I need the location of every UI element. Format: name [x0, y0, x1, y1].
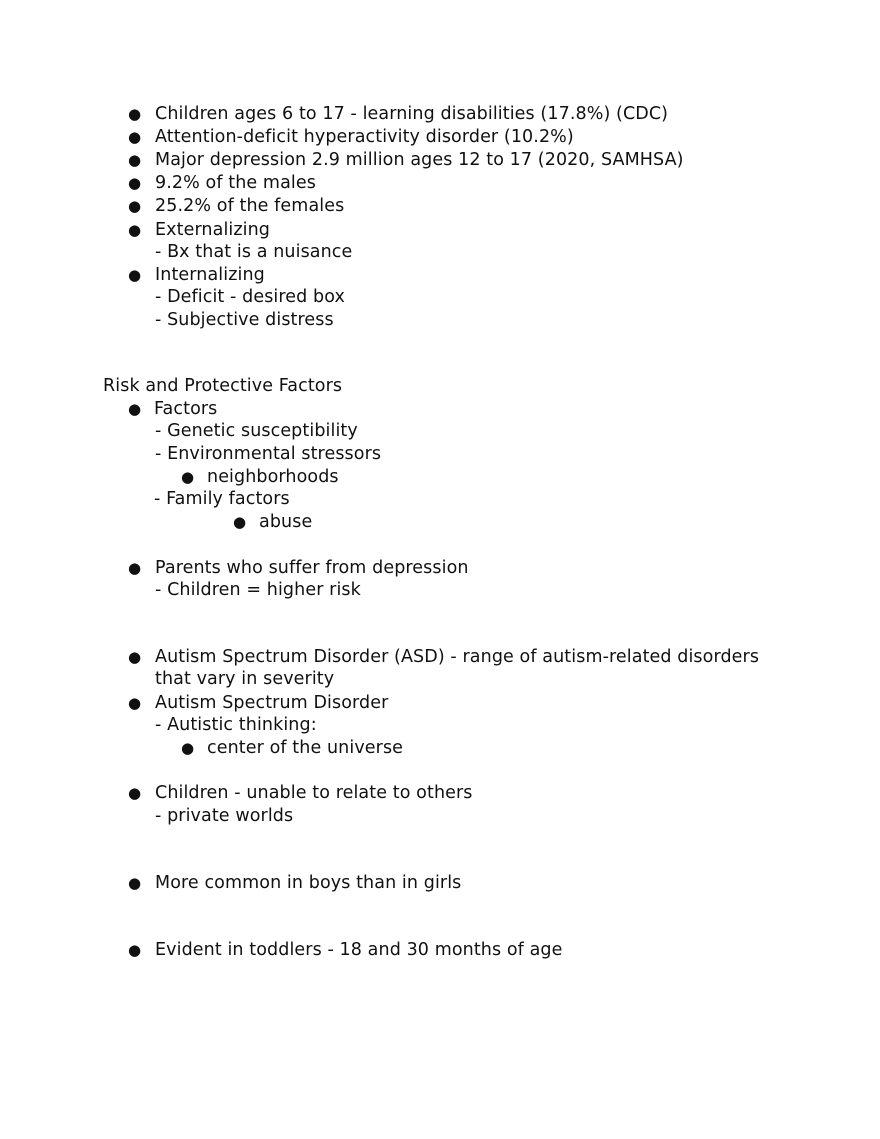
nested-item: neighborhoods	[207, 467, 339, 487]
bullet: ●	[128, 174, 142, 192]
bullet: ●	[128, 694, 142, 712]
list-item: Children ages 6 to 17 - learning disabilities (17.8%) (CDC)	[155, 104, 669, 124]
bullet: ●	[181, 468, 195, 486]
nested-item: abuse	[259, 512, 313, 532]
list-item: Evident in toddlers - 18 and 30 months of age	[155, 940, 563, 960]
list-item: Major depression 2.9 million ages 12 to 17 (2020, SAMHSA)	[155, 150, 684, 170]
list-item: Externalizing	[155, 220, 271, 240]
sub-item: - Genetic susceptibility	[155, 421, 358, 441]
list-item: Children - unable to relate to others	[155, 783, 473, 803]
bullet: ●	[181, 739, 195, 757]
list-item: Factors	[154, 399, 218, 419]
list-item: Autism Spectrum Disorder	[155, 693, 389, 713]
bullet: ●	[128, 784, 142, 802]
bullet: ●	[128, 221, 142, 239]
list-item: Autism Spectrum Disorder (ASD) - range of autism-related disorders	[155, 647, 760, 667]
sub-item: - Deficit - desired box	[155, 287, 345, 307]
list-item: Parents who suffer from depression	[155, 558, 469, 578]
sub-item: - Autistic thinking:	[155, 715, 317, 735]
bullet: ●	[128, 197, 142, 215]
section-heading: Risk and Protective Factors	[103, 376, 343, 396]
bullet: ●	[128, 266, 142, 284]
sub-item: - Children = higher risk	[155, 580, 361, 600]
list-item: Attention-deficit hyperactivity disorder (10.2%)	[155, 127, 574, 147]
bullet: ●	[128, 151, 142, 169]
sub-item: - Subjective distress	[155, 310, 334, 330]
bullet: ●	[233, 513, 247, 531]
sub-item: - Family factors	[154, 489, 290, 509]
nested-item: center of the universe	[207, 738, 404, 758]
list-item: 9.2% of the males	[155, 173, 316, 193]
bullet: ●	[128, 559, 142, 577]
list-item-continuation: that vary in severity	[155, 669, 335, 689]
bullet: ●	[128, 648, 142, 666]
sub-item: - private worlds	[155, 806, 294, 826]
sub-item: - Bx that is a nuisance	[155, 242, 353, 262]
bullet: ●	[128, 128, 142, 146]
list-item: More common in boys than in girls	[155, 873, 462, 893]
list-item: Internalizing	[155, 265, 265, 285]
bullet: ●	[128, 941, 142, 959]
bullet: ●	[128, 105, 142, 123]
sub-item: - Environmental stressors	[155, 444, 382, 464]
list-item: 25.2% of the females	[155, 196, 345, 216]
bullet: ●	[128, 400, 142, 418]
bullet: ●	[128, 874, 142, 892]
